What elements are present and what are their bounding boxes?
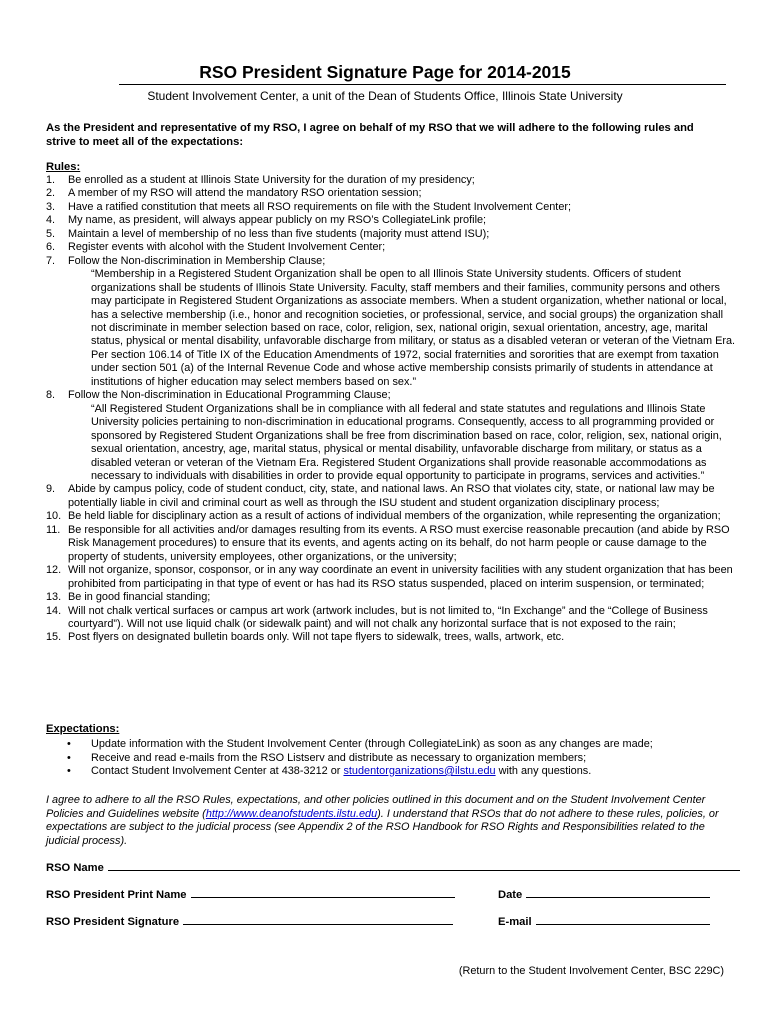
- email-line[interactable]: [536, 914, 710, 925]
- expectations-heading: Expectations:: [46, 723, 120, 735]
- expectation-text: Receive and read e-mails from the RSO Listserv and distribute as necessary to organization members;: [91, 751, 587, 764]
- rule-number: 7.: [46, 254, 56, 267]
- rules-heading: Rules:: [46, 161, 81, 173]
- rule-item: [46, 214, 736, 227]
- rule-item: [46, 591, 736, 604]
- agreement-statement: [46, 794, 726, 848]
- rule-item: [46, 524, 736, 564]
- title-divider: [119, 84, 726, 85]
- rule-quote: “Membership in a Registered Student Organization shall be open to all Illinois State University students. Officers of student organizations shall be students of Illinois State University. Faculty, staff members and their families, community persons and others may participate in Registered Student Organizations as associate members. When a student organization, whether national or local, has a selective membership (i.e., honor and recognition societies, or professional, service, and social groups) the organization shall not discriminate in member selection based on race, color, religion, sex, national origin, sexual orientation, ancestry, age, marital status, physical or mental disability, unfavorable discharge from military, or status as a disabled veteran or veteran of the Vietnam Era. Per section 106.14 of Title IX of the Education Amendments of 1972, social fraternities and sororities that are exempt from taxation under section 501 (a) of the Internal Revenue Code and whose active membership consists primarily of students in attendance at institutions of higher education may select members based on sex.”: [91, 268, 736, 388]
- rule-number: 6.: [46, 241, 56, 254]
- rule-number: 9.: [46, 483, 56, 496]
- rule-text: Register events with alcohol with the Student Involvement Center;: [68, 241, 386, 254]
- rule-text: Be enrolled as a student at Illinois State University for the duration of my presidency;: [68, 174, 475, 186]
- rule-text: Follow the Non-discrimination in Membership Clause;: [68, 254, 326, 267]
- rule-number: 5.: [46, 227, 56, 240]
- expectation-item: [46, 738, 726, 752]
- print-name-field: [46, 887, 455, 901]
- rule-text: Have a ratified constitution that meets all RSO requirements on file with the Student Involvement Center;: [68, 200, 572, 213]
- signature-line[interactable]: [183, 914, 453, 925]
- rule-text: Post flyers on designated bulletin boards only. Will not tape flyers to sidewalk, trees, walls, artwork, etc.: [68, 631, 565, 644]
- rule-item: [46, 631, 736, 644]
- rule-text: Be held liable for disciplinary action as a result of actions of individual members of the organization, while representing the organization;: [68, 510, 721, 523]
- rule-text: Follow the Non-discrimination in Educational Programming Clause;: [68, 389, 391, 402]
- rule-text: Will not chalk vertical surfaces or campus art work (artwork includes, but is not limited to, “In Exchange” and the “College of Business courtyard”). Will not use liquid chalk (or sidewalk paint) and will not chalk any horizontal surface that is not exposed to the rain;: [68, 604, 708, 630]
- rule-number: 14.: [46, 604, 62, 617]
- date-label: Date: [498, 889, 523, 901]
- rule-item: [46, 510, 736, 523]
- rso-name-line[interactable]: [108, 860, 740, 871]
- rule-item: [46, 564, 736, 591]
- expectation-text: Update information with the Student Involvement Center (through CollegiateLink) as soon as any changes are made;: [91, 738, 653, 750]
- rule-item: [46, 255, 736, 390]
- rule-text: Will not organize, sponsor, cosponsor, or in any way coordinate an event in university facilities with any student organization that has been prohibited from participating in that type of event or has had its RSO status suspended, placed on interim suspension, or terminated;: [68, 564, 733, 590]
- page-title: RSO President Signature Page for 2014-2015: [199, 62, 571, 82]
- rule-number: 12.: [46, 564, 62, 577]
- rule-text: Be responsible for all activities and/or damages resulting from its events. A RSO must exercise reasonable precaution (and abide by RSO Risk Management procedures) to ensure that its events, and agents acting on its behalf, do not harm people or cause damage to the property of students, university employees, other organizations, or the university;: [68, 523, 730, 563]
- agreement-text: ). I understand that RSOs that do not adhere to these rules, policies, or expectations are subject to the judicial process (see Appendix 2 of the RSO Handbook for RSO Rights and Responsibilities related to the judicial process).: [46, 807, 719, 847]
- rule-item: [46, 174, 736, 187]
- expectation-item: [46, 752, 726, 766]
- bullet-icon: •: [67, 751, 71, 764]
- rule-number: 4.: [46, 214, 56, 227]
- rule-item: [46, 228, 736, 241]
- rules-list: [46, 174, 736, 645]
- print-name-line[interactable]: [191, 887, 455, 898]
- bullet-icon: •: [67, 765, 71, 777]
- page-subtitle: Student Involvement Center, a unit of the Dean of Students Office, Illinois State University: [147, 89, 623, 103]
- rule-item: [46, 201, 736, 214]
- rule-text: My name, as president, will always appear publicly on my RSO’s CollegiateLink profile;: [68, 214, 487, 227]
- expectation-text: Contact Student Involvement Center at 438-3212 or: [91, 765, 344, 777]
- rule-number: 2.: [46, 187, 56, 200]
- rule-number: 11.: [46, 523, 61, 536]
- rule-text: Maintain a level of membership of no less than five students (majority must attend ISU);: [68, 227, 490, 240]
- expectation-text: with any questions.: [495, 765, 592, 777]
- rule-item: [46, 187, 736, 200]
- email-field: [498, 914, 710, 928]
- rule-number: 15.: [46, 631, 62, 644]
- intro-statement: As the President and representative of my RSO, I agree on behalf of my RSO that we will adhere to the following rules and strive to meet all of the expectations:: [46, 122, 694, 148]
- rule-text: Be in good financial standing;: [68, 591, 211, 604]
- rule-text: Abide by campus policy, code of student conduct, city, state, and national laws. An RSO that violates city, state, or national law may be potentially liable in civil and criminal court as well as through the ISU student and student organization disciplinary process;: [68, 483, 715, 509]
- rso-name-field: [46, 860, 740, 874]
- email-label: E-mail: [498, 916, 532, 928]
- signature-label: RSO President Signature: [46, 916, 180, 928]
- signature-field: [46, 914, 453, 928]
- return-note: (Return to the Student Involvement Center, BSC 229C): [458, 965, 724, 977]
- rule-text: A member of my RSO will attend the mandatory RSO orientation session;: [68, 187, 422, 200]
- expectations-list: [46, 738, 726, 779]
- bullet-icon: •: [67, 738, 71, 750]
- rule-number: 13.: [46, 591, 62, 604]
- date-line[interactable]: [526, 887, 710, 898]
- rule-item: [46, 483, 736, 510]
- website-link[interactable]: http://www.deanofstudents.ilstu.edu: [205, 807, 378, 820]
- rso-name-label: RSO Name: [46, 862, 104, 874]
- rule-item: [46, 605, 736, 632]
- rule-number: 3.: [46, 200, 56, 213]
- rule-item: [46, 241, 736, 254]
- rule-number: 10.: [46, 510, 62, 523]
- rule-number: 1.: [46, 174, 56, 186]
- rule-number: 8.: [46, 389, 56, 402]
- rule-item: [46, 389, 736, 483]
- email-link[interactable]: studentorganizations@ilstu.edu: [343, 765, 496, 777]
- rule-quote: “All Registered Student Organizations shall be in compliance with all federal and state statutes and regulations and Illinois State University policies pertaining to non-discrimination in educational programs. Consequently, access to all programming provided or sponsored by Registered Student Organizations shall be free from discrimination based on race, color, religion, sex, national origin, sexual orientation, ancestry, age, marital status, physical or mental disability, unfavorable discharge from military, or status as a disabled veteran or veteran of the Vietnam Era. Registered Student Organizations shall provide reasonable accommodations as necessary to individuals with disabilities in order to provide equal opportunity to participate in programs, services and activities.”: [91, 402, 722, 482]
- date-field: [498, 887, 710, 901]
- print-name-label: RSO President Print Name: [46, 889, 187, 901]
- agreement-text: I agree to adhere to all the RSO Rules, expectations, and other policies outlined in this document and on the Student Involvement Center Policies and Guidelines website (: [46, 794, 706, 820]
- expectation-item: [46, 765, 726, 779]
